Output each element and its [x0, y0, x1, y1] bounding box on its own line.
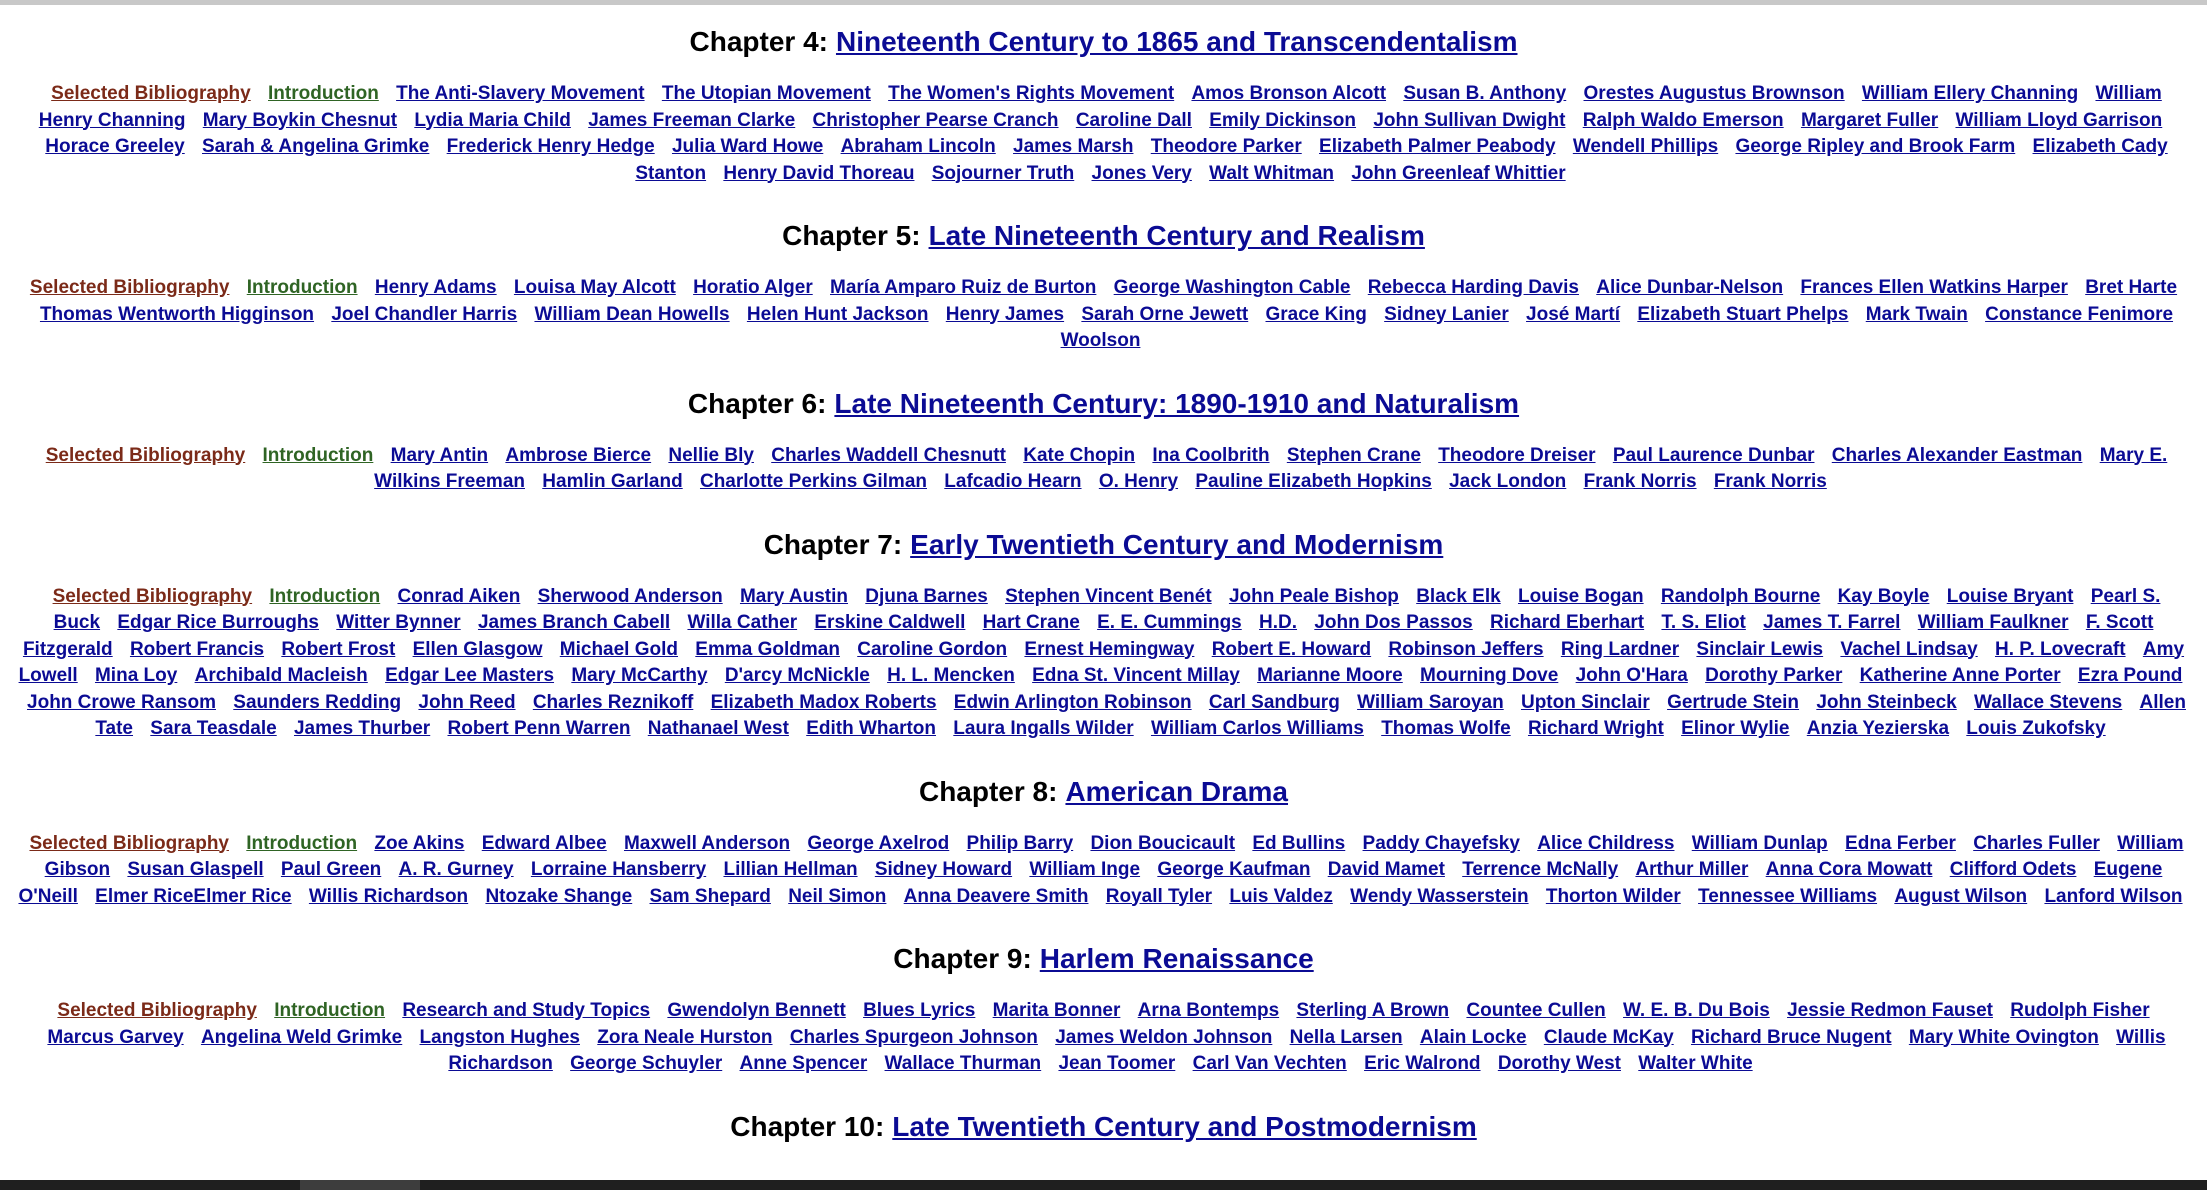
author-link[interactable]: Louise Bryant	[1946, 585, 2074, 607]
author-link[interactable]: Pauline Elizabeth Hopkins	[1195, 471, 1432, 492]
author-link[interactable]: Sam Shepard	[649, 885, 771, 907]
author-link[interactable]: John Sullivan Dwight	[1373, 109, 1566, 131]
author-link[interactable]: Bret Harte	[2085, 277, 2178, 298]
author-link[interactable]: Rebecca Harding Davis	[1367, 277, 1579, 298]
author-link[interactable]: Zoe Akins	[374, 832, 465, 854]
author-link[interactable]: James Weldon Johnson	[1055, 1026, 1273, 1048]
author-link[interactable]: Lanford Wilson	[2044, 885, 2183, 907]
author-link[interactable]: Arna Bontemps	[1137, 1000, 1280, 1021]
chapter-heading	[20, 940, 2187, 978]
chapter-label: Chapter 4:	[689, 26, 828, 57]
chapter-label: Chapter 7:	[763, 528, 903, 560]
chapter-section	[0, 940, 2207, 1078]
author-link[interactable]: Archibald Macleish	[194, 665, 368, 686]
author-link[interactable]: Caroline Dall	[1075, 109, 1192, 131]
author-link[interactable]: Emily Dickinson	[1209, 109, 1357, 131]
author-link[interactable]: Thorton Wilder	[1545, 885, 1681, 907]
chapter-heading	[20, 1108, 2187, 1146]
chapter-section	[0, 773, 2207, 911]
author-link[interactable]: Carl Sandburg	[1208, 691, 1340, 713]
author-link[interactable]: Edgar Rice Burroughs	[117, 612, 319, 633]
selected-bibliography-link[interactable]: Selected Bibliography	[29, 277, 230, 298]
author-link[interactable]: Charles Alexander Eastman	[1831, 444, 2083, 466]
introduction-link[interactable]: Introduction	[269, 585, 381, 607]
author-link[interactable]: Sterling A Brown	[1296, 1000, 1450, 1021]
author-link[interactable]: Research and Study Topics	[402, 1000, 651, 1021]
author-link[interactable]: Neil Simon	[788, 885, 887, 907]
author-link[interactable]: Richard Wright	[1527, 718, 1664, 739]
author-link[interactable]: Willis Richardson	[308, 885, 469, 907]
author-link[interactable]: Wendell Phillips	[1572, 136, 1719, 157]
author-link[interactable]: Mary Boykin Chesnut	[202, 109, 398, 131]
author-link[interactable]: Elmer RiceElmer Rice	[95, 885, 292, 907]
author-link[interactable]: John Greenleaf Whittier	[1351, 162, 1566, 184]
author-link[interactable]: The Utopian Movement	[661, 83, 871, 104]
author-link[interactable]: Anna Deavere Smith	[903, 885, 1089, 907]
author-link[interactable]: María Amparo Ruiz de Burton	[830, 277, 1097, 298]
author-link[interactable]: John Peale Bishop	[1228, 585, 1399, 607]
author-link[interactable]: Elinor Wylie	[1681, 718, 1790, 739]
author-link[interactable]: Maxwell Anderson	[623, 832, 791, 854]
author-link[interactable]: Marianne Moore	[1257, 665, 1403, 686]
author-link[interactable]: James Branch Cabell	[477, 612, 671, 633]
author-link[interactable]: Sinclair Lewis	[1696, 638, 1824, 660]
chapter-links	[18, 831, 2189, 911]
author-link[interactable]: Margaret Fuller	[1800, 109, 1939, 131]
author-link[interactable]: William Carlos Williams	[1150, 718, 1364, 739]
author-link[interactable]: Grace King	[1265, 303, 1367, 325]
author-link[interactable]: August Wilson	[1894, 885, 2028, 907]
author-link[interactable]: Randolph Bourne	[1660, 585, 1821, 607]
author-link[interactable]: Henry David Thoreau	[723, 162, 915, 184]
author-link[interactable]: Eric Walrond	[1364, 1053, 1481, 1074]
author-link[interactable]: Rudolph Fisher	[2010, 1000, 2150, 1021]
author-link[interactable]: Ambrose Bierce	[505, 444, 652, 466]
chapter-title-link[interactable]: Early Twentieth Century and Modernism	[910, 528, 1444, 560]
author-link[interactable]: Dion Boucicault	[1090, 832, 1236, 854]
author-link[interactable]: Claude McKay	[1543, 1026, 1674, 1048]
author-link[interactable]: Theodore Parker	[1150, 136, 1302, 157]
author-link[interactable]: T. S. Eliot	[1661, 612, 1746, 633]
scrollbar-thumb[interactable]	[300, 1180, 420, 1190]
chapter-label: Chapter 5:	[782, 220, 921, 251]
introduction-link[interactable]: Introduction	[274, 1000, 386, 1021]
author-link[interactable]: Mary Antin	[390, 444, 489, 466]
author-link[interactable]: Hart Crane	[982, 612, 1080, 633]
author-link[interactable]: Robert E. Howard	[1211, 638, 1372, 660]
author-link[interactable]: Susan B. Anthony	[1403, 83, 1567, 104]
author-link[interactable]: Abraham Lincoln	[840, 136, 996, 157]
chapter-heading	[20, 385, 2187, 423]
author-link[interactable]: Horace Greeley	[45, 136, 185, 157]
author-link[interactable]: H. P. Lovecraft	[1994, 638, 2126, 660]
author-link[interactable]: William Gibson	[44, 832, 2184, 880]
author-link[interactable]: Ezra Pound	[2077, 665, 2183, 686]
author-link[interactable]: Walter White	[1638, 1053, 1753, 1074]
author-link[interactable]: Horatio Alger	[693, 277, 813, 298]
author-link[interactable]: David Mamet	[1327, 859, 1445, 880]
author-link[interactable]: Sherwood Anderson	[537, 585, 723, 607]
author-link[interactable]: Erskine Caldwell	[814, 612, 966, 633]
author-link[interactable]: Richard Eberhart	[1489, 612, 1645, 633]
author-link[interactable]: Ralph Waldo Emerson	[1582, 109, 1784, 131]
author-link[interactable]: James Marsh	[1013, 136, 1134, 157]
author-link[interactable]: Anne Spencer	[739, 1053, 868, 1074]
author-link[interactable]: Arthur Miller	[1635, 859, 1749, 880]
author-link[interactable]: Charles Spurgeon Johnson	[789, 1026, 1038, 1048]
chapter-title-link[interactable]: Harlem Renaissance	[1039, 943, 1314, 974]
author-link[interactable]: Dorothy West	[1497, 1053, 1621, 1074]
chapter-links	[18, 443, 2189, 496]
author-link[interactable]: George Schuyler	[570, 1053, 723, 1074]
author-link[interactable]: Constance Fenimore Woolson	[1060, 303, 2174, 351]
author-link[interactable]: Emma Goldman	[695, 638, 840, 660]
author-link[interactable]: Alain Locke	[1419, 1026, 1527, 1048]
author-link[interactable]: Elizabeth Stuart Phelps	[1637, 303, 1849, 325]
author-link[interactable]: Sojourner Truth	[931, 162, 1075, 184]
selected-bibliography-link[interactable]: Selected Bibliography	[52, 585, 253, 607]
author-link[interactable]: Countee Cullen	[1466, 1000, 1606, 1021]
selected-bibliography-link[interactable]: Selected Bibliography	[51, 83, 251, 104]
author-link[interactable]: Mary Austin	[739, 585, 849, 607]
author-link[interactable]: Djuna Barnes	[865, 585, 988, 607]
author-link[interactable]: Nellie Bly	[668, 444, 754, 466]
author-link[interactable]: José Martí	[1526, 303, 1621, 325]
author-link[interactable]: Laura Ingalls Wilder	[953, 718, 1134, 739]
author-link[interactable]: Ring Lardner	[1560, 638, 1680, 660]
author-link[interactable]: Ernest Hemingway	[1024, 638, 1195, 660]
author-link[interactable]: Amy Lowell	[18, 638, 2185, 686]
author-link[interactable]: H.D.	[1259, 612, 1298, 633]
author-link[interactable]: Robert Francis	[129, 638, 265, 660]
author-link[interactable]: Elizabeth Cady Stanton	[635, 136, 2168, 184]
author-link[interactable]: Zora Neale Hurston	[597, 1026, 773, 1048]
author-link[interactable]: Henry James	[945, 303, 1065, 325]
chapter-title-link[interactable]: Late Twentieth Century and Postmodernism	[892, 1110, 1477, 1142]
author-link[interactable]: Sidney Lanier	[1384, 303, 1509, 325]
author-link[interactable]: Edwin Arlington Robinson	[953, 691, 1192, 713]
author-link[interactable]: Sarah Orne Jewett	[1081, 303, 1249, 325]
author-link[interactable]: Sidney Howard	[874, 859, 1013, 880]
author-link[interactable]: Frank Norris	[1713, 471, 1827, 492]
author-link[interactable]: Lydia Maria Child	[414, 109, 571, 131]
chapter-links	[18, 275, 2189, 355]
author-link[interactable]: Lafcadio Hearn	[944, 471, 1082, 492]
author-link[interactable]: Hamlin Garland	[542, 471, 683, 492]
author-link[interactable]: Mourning Dove	[1420, 665, 1559, 686]
author-link[interactable]: Paddy Chayefsky	[1362, 832, 1520, 854]
author-link[interactable]: Charles Reznikoff	[532, 691, 694, 713]
author-link[interactable]: Wallace Stevens	[1974, 691, 2123, 713]
author-link[interactable]: Orestes Augustus Brownson	[1583, 83, 1845, 104]
author-link[interactable]: Mark Twain	[1865, 303, 1968, 325]
author-link[interactable]: Charlotte Perkins Gilman	[699, 471, 927, 492]
chapter-links	[18, 998, 2189, 1078]
author-link[interactable]: Amos Bronson Alcott	[1191, 83, 1387, 104]
author-link[interactable]: Vachel Lindsay	[1840, 638, 1978, 660]
chapter-label: Chapter 8:	[918, 775, 1058, 807]
author-link[interactable]: John Reed	[418, 691, 516, 713]
author-link[interactable]: James T. Farrel	[1763, 612, 1901, 633]
author-link[interactable]: William Inge	[1029, 859, 1141, 880]
author-link[interactable]: Alice Dunbar-Nelson	[1596, 277, 1784, 298]
author-link[interactable]: Thomas Wentworth Higginson	[39, 303, 315, 325]
author-link[interactable]: Theodore Dreiser	[1438, 444, 1596, 466]
chapter-title-link[interactable]: American Drama	[1065, 775, 1289, 807]
chapter-heading	[20, 23, 2187, 61]
author-link[interactable]: F. Scott Fitzgerald	[22, 612, 2154, 660]
author-link[interactable]: Mary White Ovington	[1908, 1026, 2099, 1048]
author-link[interactable]: Robert Frost	[281, 638, 396, 660]
author-link[interactable]: Edna Ferber	[1845, 832, 1956, 854]
author-link[interactable]: Robert Penn Warren	[447, 718, 631, 739]
chapter-title-link[interactable]: Nineteenth Century to 1865 and Transcendentalism	[835, 26, 1518, 57]
chapter-heading	[20, 217, 2187, 255]
selected-bibliography-link[interactable]: Selected Bibliography	[45, 444, 246, 466]
author-link[interactable]: Henry Adams	[374, 277, 497, 298]
author-link[interactable]: Frances Ellen Watkins Harper	[1800, 277, 2068, 298]
author-link[interactable]: Witter Bynner	[336, 612, 461, 633]
author-link[interactable]: Lorraine Hansberry	[530, 859, 707, 880]
author-link[interactable]: Louise Bogan	[1517, 585, 1644, 607]
author-link[interactable]: Paul Green	[280, 859, 382, 880]
chapter-title-link[interactable]: Late Nineteenth Century and Realism	[928, 220, 1425, 251]
author-link[interactable]: Stephen Crane	[1286, 444, 1421, 466]
author-link[interactable]: Michael Gold	[559, 638, 679, 660]
author-link[interactable]: John Dos Passos	[1314, 612, 1473, 633]
author-link[interactable]: Frank Norris	[1583, 471, 1697, 492]
author-link[interactable]: Wallace Thurman	[884, 1053, 1042, 1074]
author-link[interactable]: Richard Bruce Nugent	[1690, 1026, 1892, 1048]
author-link[interactable]: Alice Childress	[1537, 832, 1675, 854]
author-link[interactable]: Lillian Hellman	[723, 859, 858, 880]
author-link[interactable]: Sarah & Angelina Grimke	[202, 136, 430, 157]
author-link[interactable]: Elizabeth Madox Roberts	[710, 691, 937, 713]
author-link[interactable]: Willis Richardson	[448, 1026, 2166, 1074]
author-link[interactable]: James Thurber	[293, 718, 431, 739]
author-link[interactable]: Charles Fuller	[1973, 832, 2100, 854]
chapter-section	[0, 526, 2207, 743]
selected-bibliography-link[interactable]: Selected Bibliography	[57, 1000, 257, 1021]
author-link[interactable]: Blues Lyrics	[863, 1000, 976, 1021]
author-link[interactable]: Walt Whitman	[1209, 162, 1335, 184]
author-link[interactable]: William Dean Howells	[534, 303, 730, 325]
author-link[interactable]: Upton Sinclair	[1520, 691, 1650, 713]
author-link[interactable]: Katherine Anne Porter	[1859, 665, 2061, 686]
author-link[interactable]: Paul Laurence Dunbar	[1612, 444, 1815, 466]
chapter-section	[0, 1108, 2207, 1146]
chapter-links	[18, 81, 2189, 187]
author-link[interactable]: Philip Barry	[966, 832, 1074, 854]
chapter-section	[0, 385, 2207, 496]
author-link[interactable]: John Steinbeck	[1816, 691, 1957, 713]
author-link[interactable]: Terrence McNally	[1462, 859, 1619, 880]
author-link[interactable]: Luis Valdez	[1229, 885, 1333, 907]
author-link[interactable]: Eugene O'Neill	[18, 859, 2163, 907]
author-link[interactable]: John Crowe Ransom	[27, 691, 216, 713]
author-link[interactable]: John O'Hara	[1575, 665, 1688, 686]
author-link[interactable]: Mary E. Wilkins Freeman	[374, 444, 2168, 492]
author-link[interactable]: Susan Glaspell	[127, 859, 264, 880]
author-link[interactable]: Caroline Gordon	[857, 638, 1008, 660]
horizontal-scrollbar[interactable]	[0, 1180, 2207, 1190]
author-link[interactable]: Marita Bonner	[992, 1000, 1121, 1021]
author-link[interactable]: O. Henry	[1098, 471, 1179, 492]
author-link[interactable]: Jessie Redmon Fauset	[1787, 1000, 1993, 1021]
author-link[interactable]: Angelina Weld Grimke	[200, 1026, 403, 1048]
author-link[interactable]: Thomas Wolfe	[1381, 718, 1511, 739]
author-link[interactable]: Jack London	[1449, 471, 1567, 492]
chapter-section	[0, 217, 2207, 355]
author-link[interactable]: Ntozake Shange	[485, 885, 633, 907]
author-link[interactable]: William Saroyan	[1357, 691, 1504, 713]
author-link[interactable]: Allen Tate	[95, 691, 2186, 739]
author-link[interactable]: Gwendolyn Bennett	[667, 1000, 846, 1021]
author-link[interactable]: D'arcy McNickle	[724, 665, 870, 686]
author-link[interactable]: Edgar Lee Masters	[385, 665, 555, 686]
author-link[interactable]: Dorothy Parker	[1705, 665, 1843, 686]
chapter-section	[0, 23, 2207, 187]
introduction-link[interactable]: Introduction	[246, 832, 358, 854]
author-link[interactable]: Mary McCarthy	[571, 665, 708, 686]
author-link[interactable]: Pearl S. Buck	[53, 585, 2161, 633]
author-link[interactable]: The Anti-Slavery Movement	[396, 83, 645, 104]
author-link[interactable]: Elizabeth Palmer Peabody	[1319, 136, 1556, 157]
author-link[interactable]: Tennessee Williams	[1698, 885, 1878, 907]
author-link[interactable]: Ellen Glasgow	[412, 638, 543, 660]
author-link[interactable]: Nathanael West	[647, 718, 789, 739]
browser-top-edge	[0, 0, 2207, 5]
author-link[interactable]: William Lloyd Garrison	[1955, 109, 2163, 131]
introduction-link[interactable]: Introduction	[268, 83, 379, 104]
chapter-links	[18, 584, 2189, 743]
author-link[interactable]: Edith Wharton	[806, 718, 937, 739]
author-link[interactable]: Saunders Redding	[233, 691, 402, 713]
author-link[interactable]: Edward Albee	[481, 832, 607, 854]
author-link[interactable]: Christopher Pearse Cranch	[812, 109, 1059, 131]
author-link[interactable]: William Ellery Channing	[1861, 83, 2079, 104]
author-link[interactable]: Wendy Wasserstein	[1350, 885, 1529, 907]
chapter-title-link[interactable]: Late Nineteenth Century: 1890-1910 and Naturalism	[834, 387, 1520, 419]
author-link[interactable]: Clifford Odets	[1949, 859, 2077, 880]
chapter-label: Chapter 9:	[893, 943, 1032, 974]
author-link[interactable]: George Ripley and Brook Farm	[1735, 136, 2016, 157]
author-link[interactable]: William Henry Channing	[38, 83, 2162, 131]
author-link[interactable]: Marcus Garvey	[47, 1026, 184, 1048]
introduction-link[interactable]: Introduction	[246, 277, 358, 298]
author-link[interactable]: H. L. Mencken	[887, 665, 1015, 686]
author-link[interactable]: Louisa May Alcott	[513, 277, 676, 298]
author-link[interactable]: Carl Van Vechten	[1192, 1053, 1347, 1074]
author-link[interactable]: Royall Tyler	[1105, 885, 1213, 907]
author-link[interactable]: Gertrude Stein	[1667, 691, 1800, 713]
author-link[interactable]: Ed Bullins	[1252, 832, 1346, 854]
chapter-label: Chapter 6:	[687, 387, 827, 419]
author-link[interactable]: Kate Chopin	[1023, 444, 1136, 466]
author-link[interactable]: George Axelrod	[807, 832, 950, 854]
author-link[interactable]: Kay Boyle	[1837, 585, 1930, 607]
author-link[interactable]: Frederick Henry Hedge	[446, 136, 655, 157]
author-link[interactable]: Sara Teasdale	[150, 718, 277, 739]
author-link[interactable]: Willa Cather	[687, 612, 798, 633]
author-link[interactable]: Mina Loy	[94, 665, 178, 686]
author-link[interactable]: E. E. Cummings	[1097, 612, 1242, 633]
author-link[interactable]: Conrad Aiken	[397, 585, 521, 607]
author-link[interactable]: Black Elk	[1416, 585, 1501, 607]
author-link[interactable]: Helen Hunt Jackson	[746, 303, 929, 325]
author-link[interactable]: George Kaufman	[1157, 859, 1311, 880]
author-link[interactable]: Louis Zukofsky	[1966, 718, 2106, 739]
chapter-heading	[20, 773, 2187, 811]
author-link[interactable]: Ina Coolbrith	[1152, 444, 1270, 466]
author-link[interactable]: James Freeman Clarke	[588, 109, 796, 131]
author-link[interactable]: Joel Chandler Harris	[331, 303, 518, 325]
author-link[interactable]: Edna St. Vincent Millay	[1032, 665, 1240, 686]
author-link[interactable]: Nella Larsen	[1289, 1026, 1403, 1048]
author-link[interactable]: Anna Cora Mowatt	[1765, 859, 1933, 880]
author-link[interactable]: Anzia Yezierska	[1806, 718, 1950, 739]
introduction-link[interactable]: Introduction	[262, 444, 374, 466]
author-link[interactable]: Charles Waddell Chesnutt	[771, 444, 1006, 466]
author-link[interactable]: Langston Hughes	[419, 1026, 580, 1048]
author-link[interactable]: Jean Toomer	[1058, 1053, 1176, 1074]
chapter-label: Chapter 10:	[730, 1110, 885, 1142]
author-link[interactable]: The Women's Rights Movement	[888, 83, 1175, 104]
author-link[interactable]: W. E. B. Du Bois	[1623, 1000, 1770, 1021]
author-link[interactable]: A. R. Gurney	[398, 859, 514, 880]
author-link[interactable]: Julia Ward Howe	[671, 136, 824, 157]
author-link[interactable]: William Faulkner	[1917, 612, 2069, 633]
author-link[interactable]: George Washington Cable	[1113, 277, 1351, 298]
author-link[interactable]: Stephen Vincent Benét	[1005, 585, 1212, 607]
author-link[interactable]: William Dunlap	[1691, 832, 1828, 854]
author-link[interactable]: Jones Very	[1091, 162, 1192, 184]
chapter-heading	[20, 526, 2187, 564]
author-link[interactable]: Robinson Jeffers	[1388, 638, 1544, 660]
selected-bibliography-link[interactable]: Selected Bibliography	[29, 832, 229, 854]
